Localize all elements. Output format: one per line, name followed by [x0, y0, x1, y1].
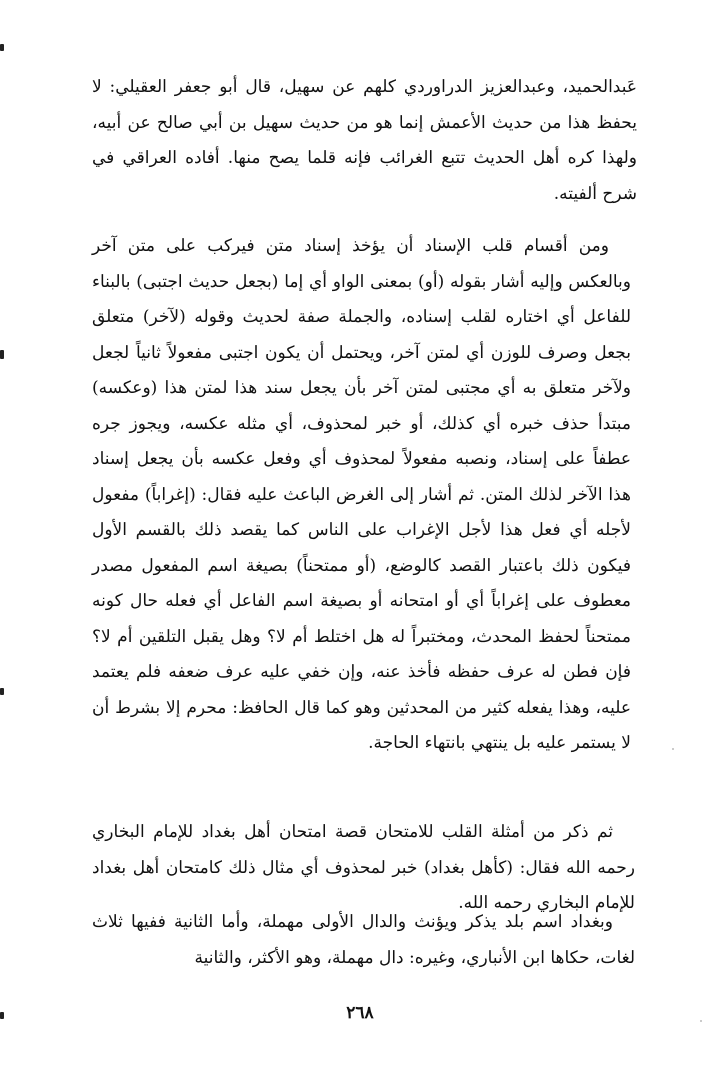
- scan-speck: [700, 1020, 702, 1022]
- scan-margin-mark: [0, 350, 4, 359]
- paragraph-1: عَبدالحميد، وعبدالعزيز الدراوردي كلهم عن سهيل، قال أبو جعفر العقيلي: لا يحفظ هذا من حديث الأعمش إنما هو من حديث سهيل بن أبي صالح عن أبيه، ولهذا كره أهل الحديث تتبع الغرائب فإنه قلما يصح منها. أفاده العراقي في شرح ألفيته.: [92, 77, 637, 204]
- scan-margin-mark: [0, 688, 4, 695]
- paragraph-2: ومن أقسام قلب الإسناد أن يؤخذ إسناد متن فيركب على متن آخر وبالعكس وإليه أشار بقوله (أو) بمعنى الواو أي إما (بجعل حديث اجتبى) بالبناء للفاعل أي اختاره لقلب إسناده، والجملة صفة لحديث وقوله (لآخر) متعلق بجعل وصرف للوزن أي لمتن آخر، ويحتمل أن يكون اجتبى مفعولاً ثانياً لجعل ولآخر متعلق به أي مجتبى لمتن آخر بأن يجعل سند هذا لمتن هذا (وعكسه) مبتدأ حذف خبره أي كذلك، أو خبر لمحذوف، أي مثله عكسه، ويجوز جره عطفاً على إسناد، ونصبه مفعولاً لمحذوف أي وفعل عكسه بأن يجعل إسناد هذا الآخر لذلك المتن. ثم أشار إلى الغرض الباعث عليه فقال: (إغراباً) مفعول لأجله أي فعل هذا لأجل الإغراب على الناس كما يقصد ذلك بالقسم الأول فيكون ذلك باعتبار القصد كالوضع، (أو ممتحناً) بصيغة اسم المفعول مصدر معطوف على إغراباً أي أو امتحانه أو بصيغة اسم الفاعل أي فعله حال كونه ممتحناً لحفظ المحدث، ومختبراً له هل اختلط أم لا؟ وهل يقبل التلقين أم لا؟ فإن فطن له عرف حفظه فأخذ عنه، وإن خفي عليه عرف ضعفه فلم يعتمد عليه، وهذا يفعله كثير من المحدثين وهو كما قال الحافظ: محرم إلا بشرط أن لا يستمر عليه بل ينتهي بانتهاء الحاجة.: [92, 236, 631, 753]
- scan-margin-mark: [0, 1012, 4, 1019]
- scan-margin-mark: [0, 44, 4, 51]
- body-text: [92, 0, 637, 1000]
- paragraph-3: ثم ذكر من أمثلة القلب للامتحان قصة امتحان أهل بغداد للإمام البخاري رحمه الله فقال: (كأهل بغداد) خبر لمحذوف أي مثال ذلك كامتحان أهل بغداد للإمام البخاري رحمه الله.: [92, 822, 635, 913]
- page-number: ٢٦٨: [346, 1003, 374, 1023]
- scan-speck: [672, 748, 674, 750]
- paragraph-4: وبغداد اسم بلد يذكر ويؤنث والدال الأولى مهملة، وأما الثانية ففيها ثلاث لغات، حكاها ابن الأنباري، وغيره: دال مهملة، وهو الأكثر، والثانية: [92, 912, 635, 968]
